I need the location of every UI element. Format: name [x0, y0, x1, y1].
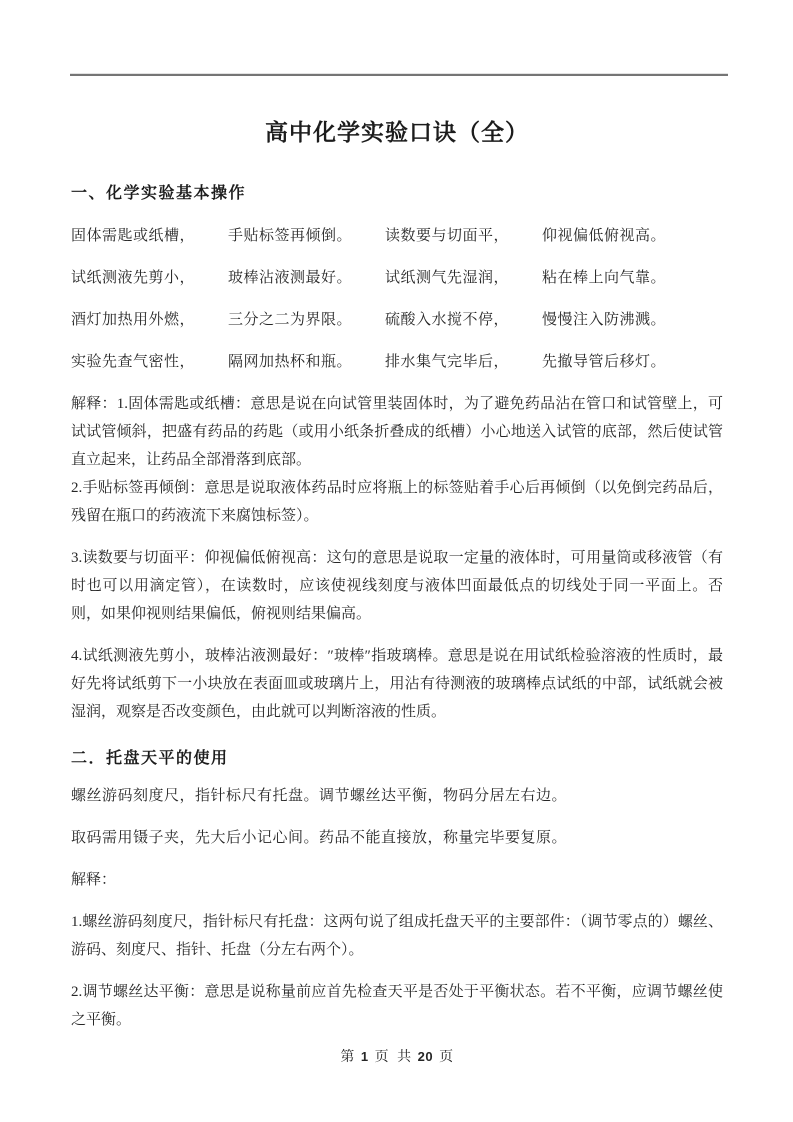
verse-phrase: 试纸测液先剪小，: [71, 270, 196, 286]
footer-page-number: 1: [360, 1049, 369, 1064]
paragraph-block: [71, 390, 723, 726]
verse-line: 取码需用镊子夹，先大后小记心间。药品不能直接放，称量完毕要复原。: [71, 830, 568, 846]
document-content: [0, 115, 793, 1067]
verse-row: [71, 348, 723, 376]
verse-phrase: 手贴标签再倾倒。: [228, 228, 353, 244]
footer-infix-left: 页: [374, 1050, 390, 1065]
section-heading: 二．托盘天平的使用: [71, 750, 229, 767]
explanation-paragraph: 解释：1.固体需匙或纸槽：意思是说在向试管里装固体时，为了避免药品沾在管口和试管壁上，可试试管倾斜，把盛有药品的药匙（或用小纸条折叠成的纸槽）小心地送入试管的底部，然后使试管直立起来，让药品全部滑落到底部。: [71, 396, 723, 468]
footer-infix-right: 共: [397, 1050, 412, 1065]
verse-phrase: 读数要与切面平，: [385, 228, 510, 244]
footer-prefix: 第: [340, 1050, 355, 1065]
document-title: 高中化学实验口诀（全）: [265, 120, 529, 145]
verse-phrase: 固体需匙或纸槽，: [71, 228, 196, 244]
verse-row: [71, 222, 723, 250]
verse-phrase: 粘在棒上向气靠。: [542, 270, 667, 286]
verse-phrase: 慢慢注入防沸溅。: [542, 312, 667, 328]
verse-row: [71, 306, 723, 334]
verse-phrase: 试纸测气先湿润，: [385, 270, 510, 286]
verse-phrase: 实验先查气密性，: [71, 354, 196, 370]
explanation-paragraph: 4.试纸测液先剪小，玻棒沾液测最好：″玻棒″指玻璃棒。意思是说在用试纸检验溶液的性质时，最好先将试纸剪下一小块放在表面皿或玻璃片上，用沾有待测液的玻璃棒点试纸的中部，试纸就会被湿润，观察是否改变颜色，由此就可以判断溶液的性质。: [71, 648, 723, 720]
verse-row: [71, 264, 723, 292]
explanation-paragraph: 1.螺丝游码刻度尺，指针标尺有托盘：这两句说了组成托盘天平的主要部件：（调节零点的）螺丝、游码、刻度尺、指针、托盘（分左右两个）。: [71, 914, 723, 958]
verse-phrase: 隔网加热杯和瓶。: [228, 354, 353, 370]
explanation-paragraph: 解释：: [71, 872, 117, 888]
verse-phrase: 酒灯加热用外燃，: [71, 312, 196, 328]
verse-phrase: 仰视偏低俯视高。: [542, 228, 667, 244]
section: [71, 748, 723, 1034]
verse-phrase: 排水集气完毕后，: [385, 354, 510, 370]
verse-phrase: 硫酸入水搅不停，: [385, 312, 510, 328]
verse-phrase: 玻棒沾液测最好。: [228, 270, 353, 286]
explanation-paragraph: 2.调节螺丝达平衡：意思是说称量前应首先检查天平是否处于平衡状态。若不平衡，应调节螺丝使之平衡。: [71, 984, 723, 1028]
verse-block: [71, 782, 723, 852]
verse-block: [71, 222, 723, 376]
sections-container: [71, 183, 723, 1034]
explanation-paragraph: 2.手贴标签再倾倒：意思是说取液体药品时应将瓶上的标签贴着手心后再倾倒（以免倒完药品后，残留在瓶口的药液流下来腐蚀标签）。: [71, 480, 723, 524]
section-heading: 一、化学实验基本操作: [71, 185, 247, 202]
paragraph-block: [71, 866, 723, 1034]
verse-line: 螺丝游码刻度尺，指针标尺有托盘。调节螺丝达平衡，物码分居左右边。: [71, 788, 568, 804]
verse-phrase: 先撤导管后移灯。: [542, 354, 667, 370]
header-rule: [70, 73, 728, 76]
explanation-paragraph: 3.读数要与切面平：仰视偏低俯视高：这句的意思是说取一定量的液体时，可用量筒或移液管（有时也可以用滴定管），在读数时，应该使视线刻度与液体凹面最低点的切线处于同一平面上。否则，如果仰视则结果偏低，俯视则结果偏高。: [71, 550, 723, 622]
footer-total-pages: 20: [417, 1049, 434, 1064]
page-footer: [71, 1048, 723, 1067]
verse-phrase: 三分之二为界限。: [228, 312, 353, 328]
footer-suffix: 页: [439, 1050, 454, 1065]
section: [71, 183, 723, 726]
